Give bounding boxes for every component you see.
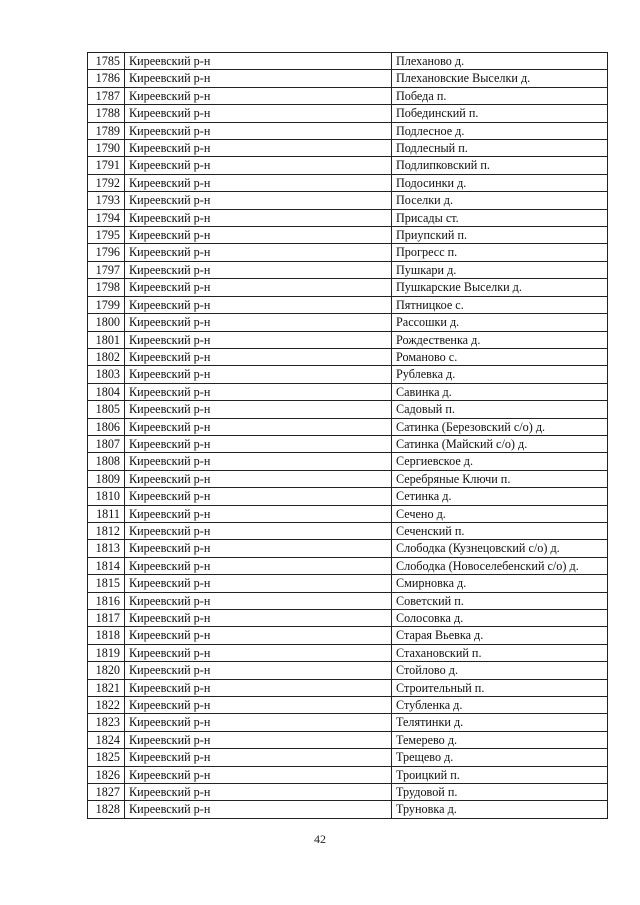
table-row [88,331,608,348]
district-cell: Киреевский р-н [125,53,392,70]
locality-cell: Побединский п. [392,105,608,122]
table-row [88,157,608,174]
district-cell: Киреевский р-н [125,540,392,557]
locality-cell: Сечено д. [392,505,608,522]
row-number-cell: 1821 [88,679,125,696]
row-number-cell: 1796 [88,244,125,261]
row-number-cell: 1823 [88,714,125,731]
table-row [88,488,608,505]
district-cell: Киреевский р-н [125,435,392,452]
locality-cell: Рублевка д. [392,366,608,383]
locality-cell: Рассошки д. [392,314,608,331]
district-cell: Киреевский р-н [125,366,392,383]
locality-cell: Прогресс п. [392,244,608,261]
row-number-cell: 1786 [88,70,125,87]
table-row [88,453,608,470]
row-number-cell: 1810 [88,488,125,505]
table-row [88,435,608,452]
locality-cell: Подосинки д. [392,174,608,191]
district-cell: Киреевский р-н [125,87,392,104]
row-number-cell: 1788 [88,105,125,122]
locality-cell: Темерево д. [392,731,608,748]
localities-table [87,52,608,819]
district-cell: Киреевский р-н [125,488,392,505]
locality-cell: Солосовка д. [392,610,608,627]
locality-cell: Подлесный п. [392,140,608,157]
row-number-cell: 1808 [88,453,125,470]
district-cell: Киреевский р-н [125,766,392,783]
district-cell: Киреевский р-н [125,470,392,487]
row-number-cell: 1805 [88,401,125,418]
district-cell: Киреевский р-н [125,714,392,731]
district-cell: Киреевский р-н [125,679,392,696]
district-cell: Киреевский р-н [125,227,392,244]
table-row [88,610,608,627]
table-row [88,192,608,209]
row-number-cell: 1813 [88,540,125,557]
table-row [88,244,608,261]
district-cell: Киреевский р-н [125,383,392,400]
table-row [88,697,608,714]
table-row [88,140,608,157]
table-row [88,261,608,278]
district-cell: Киреевский р-н [125,261,392,278]
localities-table-body [88,53,608,819]
row-number-cell: 1820 [88,662,125,679]
row-number-cell: 1792 [88,174,125,191]
table-row [88,174,608,191]
row-number-cell: 1818 [88,627,125,644]
table-row [88,557,608,574]
district-cell: Киреевский р-н [125,749,392,766]
district-cell: Киреевский р-н [125,592,392,609]
district-cell: Киреевский р-н [125,731,392,748]
table-row [88,662,608,679]
district-cell: Киреевский р-н [125,122,392,139]
row-number-cell: 1814 [88,557,125,574]
locality-cell: Советский п. [392,592,608,609]
row-number-cell: 1795 [88,227,125,244]
locality-cell: Серебряные Ключи п. [392,470,608,487]
locality-cell: Сатинка (Березовский с/о) д. [392,418,608,435]
locality-cell: Победа п. [392,87,608,104]
table-row [88,70,608,87]
row-number-cell: 1794 [88,209,125,226]
table-row [88,314,608,331]
district-cell: Киреевский р-н [125,70,392,87]
row-number-cell: 1824 [88,731,125,748]
locality-cell: Подлесное д. [392,122,608,139]
row-number-cell: 1790 [88,140,125,157]
row-number-cell: 1825 [88,749,125,766]
table-row [88,122,608,139]
district-cell: Киреевский р-н [125,575,392,592]
row-number-cell: 1785 [88,53,125,70]
locality-cell: Телятинки д. [392,714,608,731]
table-row [88,766,608,783]
district-cell: Киреевский р-н [125,801,392,818]
locality-cell: Слободка (Новоселебенский с/о) д. [392,557,608,574]
table-row [88,418,608,435]
table-row [88,348,608,365]
row-number-cell: 1809 [88,470,125,487]
row-number-cell: 1789 [88,122,125,139]
district-cell: Киреевский р-н [125,296,392,313]
locality-cell: Сатинка (Майский с/о) д. [392,435,608,452]
row-number-cell: 1800 [88,314,125,331]
district-cell: Киреевский р-н [125,331,392,348]
locality-cell: Приупский п. [392,227,608,244]
row-number-cell: 1803 [88,366,125,383]
table-row [88,53,608,70]
district-cell: Киреевский р-н [125,644,392,661]
table-row [88,401,608,418]
row-number-cell: 1826 [88,766,125,783]
table-row [88,522,608,539]
locality-cell: Стубленка д. [392,697,608,714]
locality-cell: Присады ст. [392,209,608,226]
table-row [88,627,608,644]
row-number-cell: 1827 [88,784,125,801]
locality-cell: Пушкари д. [392,261,608,278]
table-row [88,470,608,487]
row-number-cell: 1812 [88,522,125,539]
district-cell: Киреевский р-н [125,401,392,418]
table-row [88,296,608,313]
table-row [88,644,608,661]
row-number-cell: 1807 [88,435,125,452]
district-cell: Киреевский р-н [125,314,392,331]
row-number-cell: 1817 [88,610,125,627]
table-row [88,105,608,122]
locality-cell: Садовый п. [392,401,608,418]
table-row [88,801,608,818]
locality-cell: Подлипковский п. [392,157,608,174]
table-row [88,749,608,766]
row-number-cell: 1819 [88,644,125,661]
district-cell: Киреевский р-н [125,279,392,296]
locality-cell: Старая Вьевка д. [392,627,608,644]
table-row [88,383,608,400]
locality-cell: Строительный п. [392,679,608,696]
locality-cell: Плехановские Выселки д. [392,70,608,87]
district-cell: Киреевский р-н [125,627,392,644]
district-cell: Киреевский р-н [125,522,392,539]
district-cell: Киреевский р-н [125,505,392,522]
table-row [88,279,608,296]
district-cell: Киреевский р-н [125,244,392,261]
row-number-cell: 1793 [88,192,125,209]
locality-cell: Троицкий п. [392,766,608,783]
locality-cell: Пятницкое с. [392,296,608,313]
district-cell: Киреевский р-н [125,192,392,209]
district-cell: Киреевский р-н [125,418,392,435]
row-number-cell: 1801 [88,331,125,348]
district-cell: Киреевский р-н [125,662,392,679]
district-cell: Киреевский р-н [125,209,392,226]
locality-cell: Сетинка д. [392,488,608,505]
locality-cell: Савинка д. [392,383,608,400]
table-row [88,209,608,226]
page-number: 42 [314,832,326,846]
district-cell: Киреевский р-н [125,348,392,365]
row-number-cell: 1828 [88,801,125,818]
locality-cell: Стахановский п. [392,644,608,661]
locality-cell: Стойлово д. [392,662,608,679]
row-number-cell: 1806 [88,418,125,435]
table-row [88,227,608,244]
district-cell: Киреевский р-н [125,784,392,801]
locality-cell: Пушкарские Выселки д. [392,279,608,296]
locality-cell: Рождественка д. [392,331,608,348]
row-number-cell: 1816 [88,592,125,609]
row-number-cell: 1787 [88,87,125,104]
locality-cell: Поселки д. [392,192,608,209]
table-row [88,784,608,801]
table-row [88,366,608,383]
district-cell: Киреевский р-н [125,557,392,574]
table-row [88,87,608,104]
locality-cell: Трещево д. [392,749,608,766]
locality-cell: Плеханово д. [392,53,608,70]
district-cell: Киреевский р-н [125,453,392,470]
row-number-cell: 1799 [88,296,125,313]
table-row [88,731,608,748]
district-cell: Киреевский р-н [125,105,392,122]
locality-cell: Романово с. [392,348,608,365]
row-number-cell: 1822 [88,697,125,714]
district-cell: Киреевский р-н [125,610,392,627]
locality-cell: Сеченский п. [392,522,608,539]
table-row [88,505,608,522]
district-cell: Киреевский р-н [125,140,392,157]
locality-cell: Слободка (Кузнецовский с/о) д. [392,540,608,557]
row-number-cell: 1798 [88,279,125,296]
row-number-cell: 1791 [88,157,125,174]
row-number-cell: 1811 [88,505,125,522]
locality-cell: Трудовой п. [392,784,608,801]
table-row [88,540,608,557]
row-number-cell: 1804 [88,383,125,400]
locality-cell: Смирновка д. [392,575,608,592]
row-number-cell: 1802 [88,348,125,365]
table-row [88,679,608,696]
row-number-cell: 1815 [88,575,125,592]
district-cell: Киреевский р-н [125,697,392,714]
district-cell: Киреевский р-н [125,174,392,191]
locality-cell: Труновка д. [392,801,608,818]
table-row [88,592,608,609]
table-row [88,575,608,592]
locality-cell: Сергиевское д. [392,453,608,470]
district-cell: Киреевский р-н [125,157,392,174]
row-number-cell: 1797 [88,261,125,278]
table-row [88,714,608,731]
